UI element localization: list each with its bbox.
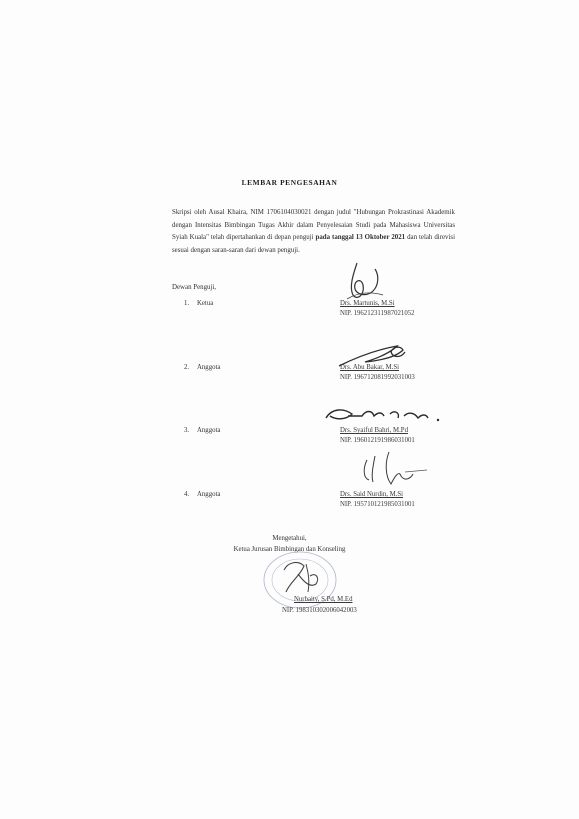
member-4-number: 4. xyxy=(184,491,190,498)
member-3-name: Drs. Syaiful Bahri, M.Pd xyxy=(340,427,408,434)
paragraph-text-2: dan telah direvisi sesuai dengan saran-saran dari dewan penguji. xyxy=(172,234,455,254)
kajur-nip: NIP. 198310302006042003 xyxy=(282,607,357,614)
member-4-nip: NIP. 195710121985031001 xyxy=(340,501,415,508)
member-3-number: 3. xyxy=(184,427,190,434)
member-4-role: Anggota xyxy=(197,491,221,498)
member-4-name: Drs. Said Nurdin, M.Si xyxy=(340,491,404,498)
signature-1-icon xyxy=(335,255,395,305)
kajur-name: Nurbaity, S.Pd, M.Ed xyxy=(294,596,353,603)
member-1-role: Ketua xyxy=(197,300,214,307)
kajur-position: Ketua Jurusan Bimbingan dan Konseling xyxy=(233,546,346,553)
member-2-name: Drs. Abu Bakar, M.Si xyxy=(340,364,400,371)
approval-paragraph xyxy=(172,207,455,257)
member-3-nip: NIP. 196012191986031001 xyxy=(340,437,415,444)
page-title: LEMBAR PENGESAHAN xyxy=(241,178,338,187)
signature-4-icon xyxy=(355,446,435,494)
paragraph-text-1: Skripsi oleh Ausal Khaira, NIM 1706104030021 dengan judul "Hubungan Prokrastinasi Akademik dengan Intensitas Bimbingan Tugas Akhir dalam Penyelesaian Studi pada Mahasiswa Universitas Syiah Kuala" telah dipertahankan di depan penguji xyxy=(172,209,455,241)
signature-3-icon xyxy=(322,404,444,428)
member-2-number: 2. xyxy=(184,364,190,371)
member-1-number: 1. xyxy=(184,300,190,307)
mengetahui-label: Mengetahui, xyxy=(272,535,307,542)
member-1-name: Drs. Martunis, M.Si xyxy=(340,300,395,307)
member-2-role: Anggota xyxy=(197,364,221,371)
paragraph-date-bold: pada tanggal 13 Oktober 2021 xyxy=(315,234,406,241)
member-1-nip: NIP. 196212311987021052 xyxy=(340,310,415,317)
member-2-nip: NIP. 196712081992031003 xyxy=(340,374,415,381)
member-3-role: Anggota xyxy=(197,427,221,434)
dewan-penguji-label: Dewan Penguji, xyxy=(172,284,217,291)
